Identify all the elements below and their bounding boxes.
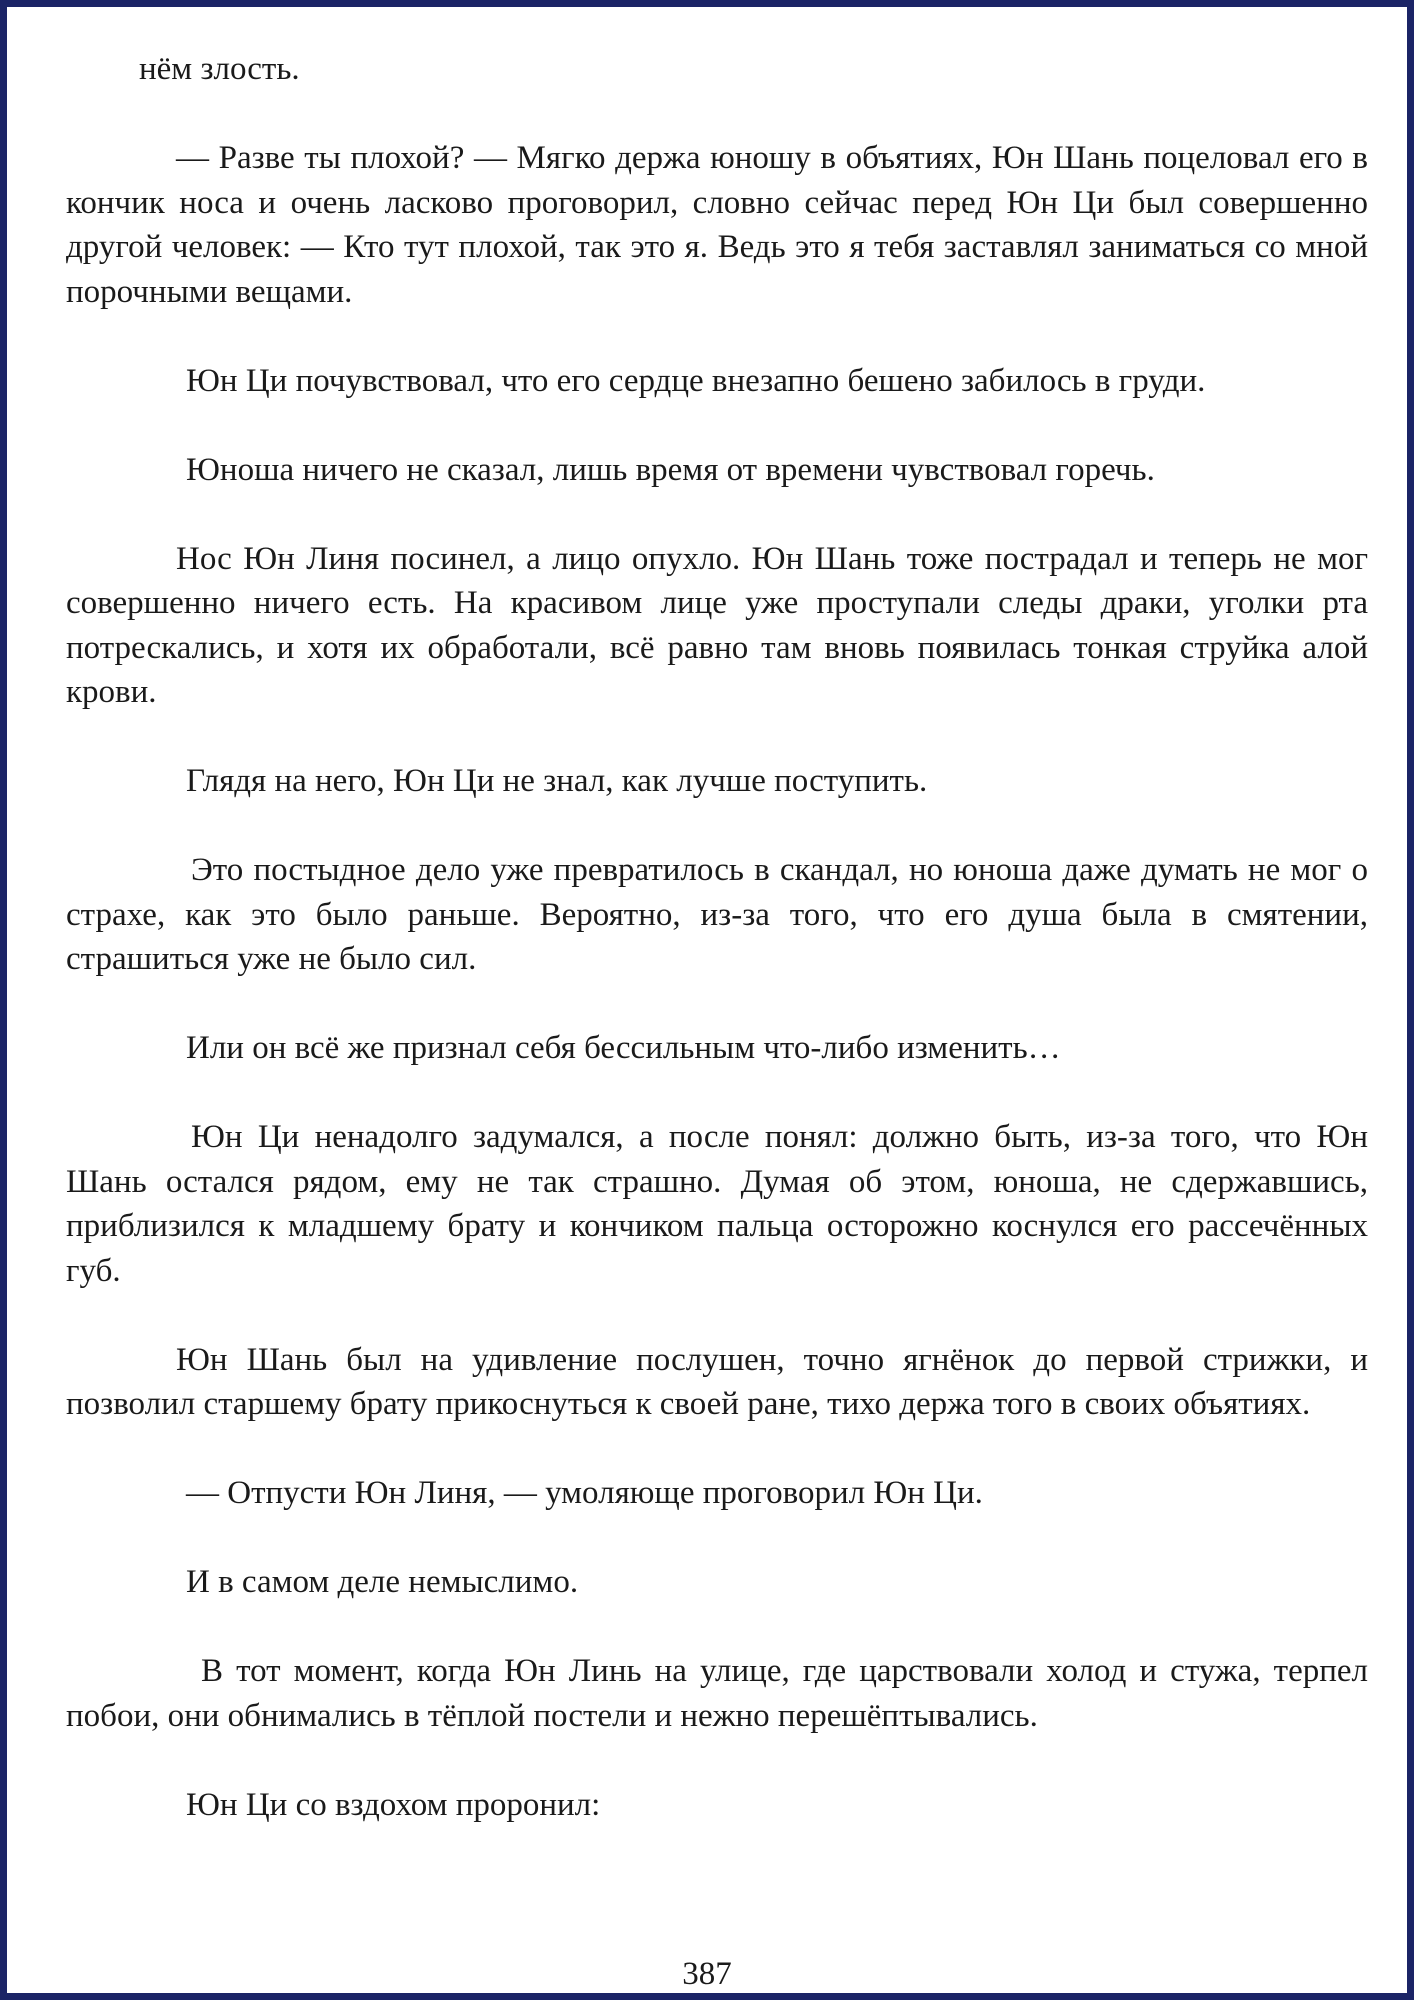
page-number: 387 xyxy=(682,1956,732,1992)
paragraph-14: Юн Ци со вздохом проронил: xyxy=(186,1786,601,1823)
paragraph-11: — Отпусти Юн Линя, — умоляюще проговорил Юн Ци. xyxy=(186,1475,983,1511)
paragraph-12: И в самом деле немыслимо. xyxy=(186,1564,579,1600)
paragraph-2: — Разве ты плохой? — Мягко держа юношу в объятиях, Юн Шань поцеловал его в кончик носа и очень ласково проговорил, словно сейчас перед Юн Ци был совершенно другой человек: — Кто тут плохой, так это я. Ведь это я тебя заставлял заниматься со мной порочными вещами. xyxy=(66,140,1368,310)
paragraph-7: Это постыдное дело уже превратилось в скандал, но юноша даже думать не мог о страхе, как это было раньше. Вероятно, из-за того, что его душа была в смятении, страшиться уже не было сил. xyxy=(66,852,1368,977)
paragraph-9: Юн Ци ненадолго задумался, а после понял: должно быть, из-за того, что Юн Шань остался рядом, ему не так страшно. Думая об этом, юноша, не сдержавшись, приблизился к младшему брату и кончиком пальца осторожно коснулся его рассечённых губ. xyxy=(66,1119,1368,1289)
paragraph-13: В тот момент, когда Юн Линь на улице, где царствовали холод и стужа, терпел побои, они обнимались в тёплой постели и нежно перешёптывались. xyxy=(66,1653,1368,1734)
paragraph-5: Нос Юн Линя посинел, а лицо опухло. Юн Шань тоже пострадал и теперь не мог совершенно ничего есть. На красивом лице уже проступали следы драки, уголки рта потрескались, и хотя их обработали, всё равно там вновь появилась тонкая струйка алой крови. xyxy=(66,540,1368,710)
paragraph-8: Или он всё же признал себя бессильным что-либо изменить… xyxy=(186,1030,1061,1066)
body-text xyxy=(66,47,1368,1827)
paragraph-1: нём злость. xyxy=(139,51,300,87)
paragraph-4: Юноша ничего не сказал, лишь время от времени чувствовал горечь. xyxy=(186,451,1155,488)
paragraph-6: Глядя на него, Юн Ци не знал, как лучше поступить. xyxy=(186,763,928,799)
paragraph-10: Юн Шань был на удивление послушен, точно ягнёнок до первой стрижки, и позволил старшему брату прикоснуться к своей ране, тихо держа того в своих объятиях. xyxy=(66,1341,1368,1422)
paragraph-3: Юн Ци почувствовал, что его сердце внезапно бешено забилось в груди. xyxy=(186,362,1206,399)
